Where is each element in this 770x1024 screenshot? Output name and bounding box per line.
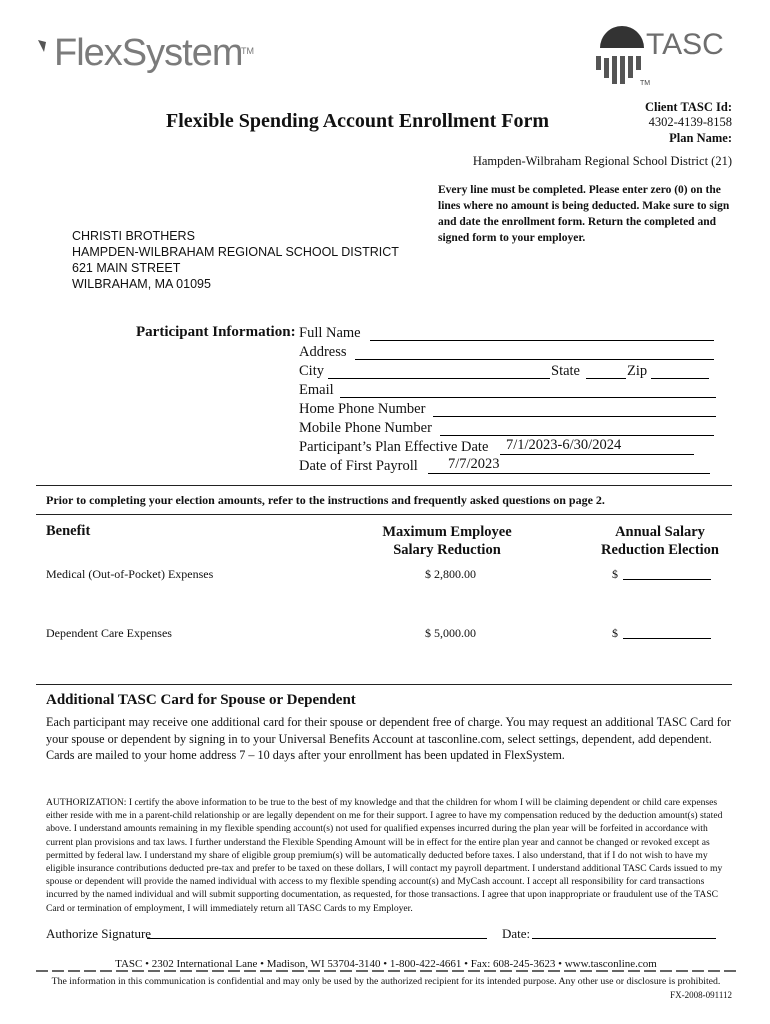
tasc-logo [592, 26, 742, 92]
plan-name-value: Hampden-Wilbraham Regional School District (21) [472, 154, 732, 168]
dependent-care-election-field[interactable] [623, 624, 711, 639]
benefit-row-medical: Medical (Out-of-Pocket) Expenses [46, 567, 214, 581]
divider [36, 514, 732, 515]
card-section-title: Additional TASC Card for Spouse or Dependent [46, 692, 356, 708]
date-field[interactable] [532, 924, 716, 939]
max-dependent-care: $ 5,000.00 [425, 626, 476, 640]
max-medical: $ 2,800.00 [425, 567, 476, 581]
flex-tm: TM [241, 46, 254, 56]
authorize-signature-label: Authorize Signature [46, 926, 152, 941]
address-city-state-zip: WILBRAHAM, MA 01095 [72, 277, 211, 291]
authorization-text: AUTHORIZATION: I certify the above information to be true to the best of my knowledge and that the children for whom I will be claiming dependent or child care expenses either reside with me in a parent-child relationship or are legally dependent on me for their support. I agree to have my compensation reduced by the deduction amount(s) stated above. I understand amounts remaining in my flexible spending account(s) not used for qualified expenses incurred during the plan year will be forfeited in accordance with current plan provisions and tax laws. I further understand the Flexible Spending Amount will be in effect for the entire plan year and cannot be changed or revoked except as permitted by federal law. I understand my share of eligible group premium(s) will be automatically deducted before taxes. I also understand, that if I do not wish to have my eligible insurance contributions deducted pre-tax and prefer to be taxed on these dollars, I will contact my payroll department. I understand additional TASC Cards issued to my spouse or dependent will provide the named individual with access to my flexible spending account(s) and MyCash account. I accept all responsibility for card transactions incurred by the named individual and will submit supporting documentation, as requested, for those transactions. I agree that upon inappropriate or fraudulent use of the TASC Card or termination of employment, I will immediately return all TASC Cards to my Employer. [46, 797, 723, 914]
full-name-field[interactable] [370, 324, 714, 341]
flexsystem-logo [36, 32, 266, 82]
instructions: Every line must be completed. Please enter zero (0) on the lines where no amount is being deducted. Make sure to sign and date the enrollment form. Return the completed and signed form to your employer. [438, 184, 730, 244]
participant-section-label: Participant Information: [136, 324, 296, 340]
zip-label: Zip [627, 363, 648, 379]
email-field[interactable] [340, 381, 716, 398]
prior-note: Prior to completing your election amounts, refer to the instructions and frequently asked questions on page 2. [46, 493, 605, 507]
signature-field[interactable] [147, 924, 487, 939]
medical-election-field[interactable] [623, 565, 711, 580]
card-section-text: Each participant may receive one additional card for their spouse or dependent free of charge. You may request an additional TASC Card for your spouse or dependent by signing in to your Universal Benefits Account at tasconline.com, select settings, dependent, add dependent. Cards are mailed to your home address 7 – 10 days after your enrollment has been updated in FlexSystem. [46, 715, 731, 762]
currency-sign: $ [612, 626, 618, 640]
flex-wordmark: FlexSystem [54, 32, 243, 74]
home-phone-field[interactable] [433, 400, 716, 417]
form-title: Flexible Spending Account Enrollment Form [166, 110, 549, 132]
email-label: Email [299, 382, 334, 398]
first-payroll-field [428, 457, 710, 474]
effective-date-label: Participant’s Plan Effective Date [299, 439, 489, 455]
city-label: City [299, 363, 324, 379]
flex-swoosh-icon [36, 38, 54, 54]
plan-name-label: Plan Name: [669, 131, 732, 145]
max-reduction-header-line1: Maximum Employee [382, 524, 512, 540]
benefit-row-dependent-care: Dependent Care Expenses [46, 626, 172, 640]
city-field[interactable] [328, 362, 550, 379]
max-reduction-header-line2: Salary Reduction [393, 542, 501, 558]
address-field[interactable] [355, 343, 714, 360]
first-payroll-label: Date of First Payroll [299, 458, 418, 474]
full-name-label: Full Name [299, 325, 361, 341]
annual-election-header [580, 523, 740, 559]
tasc-emblem-icon [592, 26, 651, 88]
client-id-label: Client TASC Id: [644, 100, 732, 114]
mobile-phone-field[interactable] [440, 419, 714, 436]
max-reduction-header [362, 523, 532, 559]
effective-date-value: 7/1/2023-6/30/2024 [506, 437, 622, 453]
address-name: CHRISTI BROTHERS [72, 229, 195, 243]
annual-election-header-line1: Annual Salary [615, 524, 705, 540]
home-phone-label: Home Phone Number [299, 401, 426, 417]
divider [36, 485, 732, 486]
form-code: FX-2008-091112 [670, 990, 732, 1000]
mailing-address [72, 228, 399, 292]
footer-contact: TASC • 2302 International Lane • Madison, WI 53704-3140 • 1-800-422-4661 • Fax: 608-245-3623 • www.tasconline.com [115, 958, 657, 970]
tasc-tm: TM [640, 80, 651, 87]
divider [36, 684, 732, 685]
annual-election-header-line2: Reduction Election [600, 542, 719, 558]
currency-sign: $ [612, 567, 618, 581]
address-street: 621 MAIN STREET [72, 261, 181, 275]
date-label: Date: [502, 926, 531, 941]
benefit-column-header: Benefit [46, 523, 91, 539]
footer-dashed-rule [36, 968, 736, 974]
tasc-wordmark: TASC [646, 28, 724, 61]
mobile-phone-label: Mobile Phone Number [299, 420, 432, 436]
footer-disclaimer: The information in this communication is confidential and may only be used by the authorized recipient for its intended purpose. Any other use or disclosure is prohibited. [51, 976, 721, 987]
zip-field[interactable] [651, 362, 709, 379]
state-label: State [551, 363, 580, 379]
effective-date-field [500, 438, 694, 455]
address-organization: HAMPDEN-WILBRAHAM REGIONAL SCHOOL DISTRICT [72, 245, 399, 259]
client-id-value: 4302-4139-8158 [648, 115, 732, 129]
state-field[interactable] [586, 362, 626, 379]
first-payroll-value: 7/7/2023 [448, 456, 500, 472]
address-label: Address [299, 344, 347, 360]
